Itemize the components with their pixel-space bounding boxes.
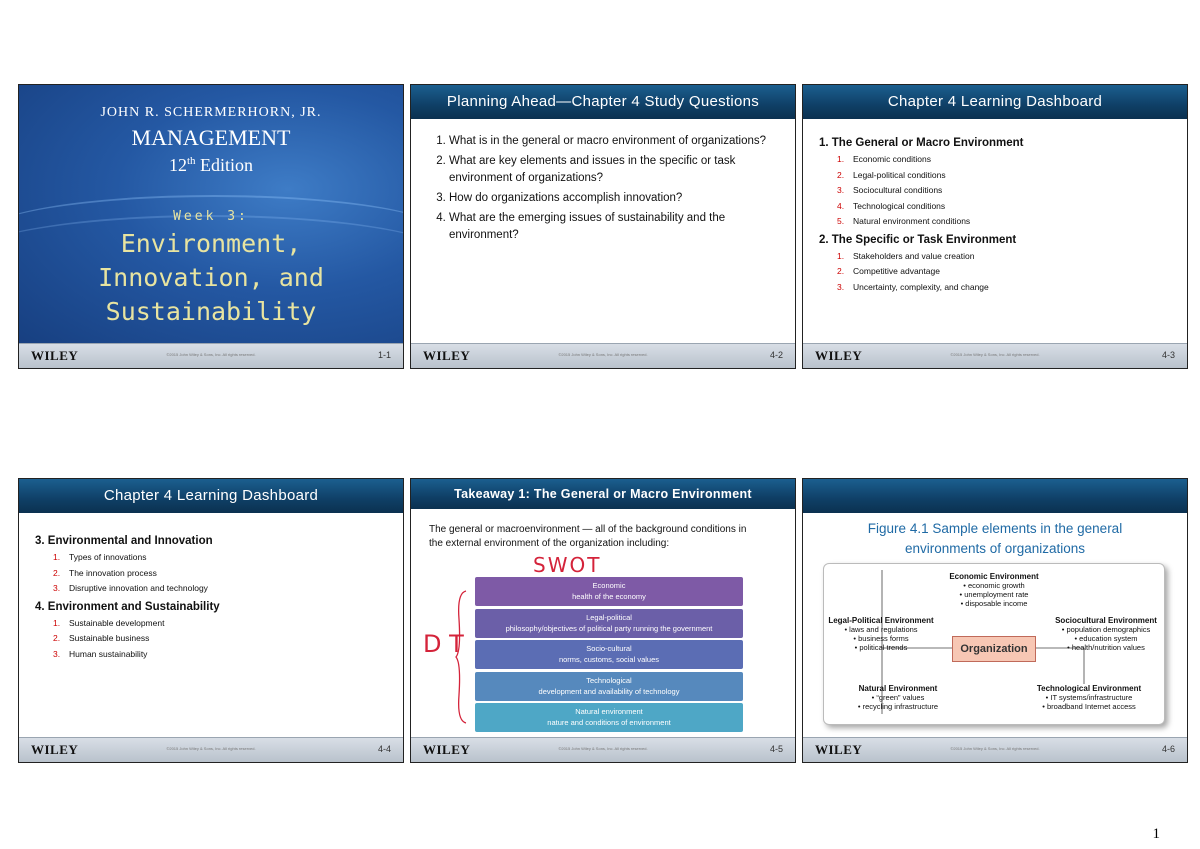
- environment-band: [475, 640, 743, 669]
- wiley-logo: WILEY: [815, 742, 863, 757]
- wiley-logo: WILEY: [31, 348, 79, 363]
- natural-environment: Natural Environment • “green” values • recycling infrastructure: [857, 684, 939, 711]
- wiley-logo: WILEY: [815, 348, 863, 363]
- band-name: Legal-political: [586, 612, 632, 622]
- edition: 12th Edition: [168, 155, 254, 175]
- wiley-logo: WILEY: [423, 742, 471, 757]
- list-item: 5. Natural environment conditions: [837, 216, 971, 226]
- band-description: philosophy/objectives of political party running the government: [505, 623, 713, 633]
- list-item: 3. Sociocultural conditions: [837, 185, 943, 195]
- handwritten-dt: D T: [423, 630, 464, 658]
- slide-number: 4-3: [1161, 350, 1175, 360]
- economic-environment: Economic Environment • economic growth • unemployment rate • disposable income: [949, 572, 1039, 608]
- band-description: nature and conditions of environment: [547, 718, 671, 727]
- slide-footer: [411, 737, 795, 762]
- band-description: health of the economy: [572, 592, 646, 601]
- slide-1: [18, 84, 404, 369]
- list-item: 4. Technological conditions: [837, 200, 946, 211]
- slide-5: [410, 478, 796, 763]
- figure-title: Figure 4.1 Sample elements in the general environments of organizations: [867, 521, 1123, 556]
- environment-band: [475, 577, 743, 606]
- slide-footer: [19, 737, 403, 762]
- book-title: MANAGEMENT: [131, 125, 291, 150]
- list-item: 1. Economic conditions: [837, 154, 931, 164]
- slide-6: [802, 478, 1188, 763]
- slide-footer: [803, 343, 1187, 368]
- slide-title: Takeaway 1: The General or Macro Environment: [411, 479, 795, 509]
- intro-text: The general or macroenvironment — all of the background conditions in the external environment of the organization including:: [429, 524, 747, 549]
- environment-figure: [823, 563, 1165, 725]
- lecture-subtitle: Environment, Innovation, and Sustainability: [98, 229, 324, 326]
- legal-political-environment: Legal-Political Environment • laws and regulations • business forms • political trends: [828, 616, 934, 652]
- slide-number: 4-5: [769, 744, 783, 754]
- environment-band: [475, 672, 743, 701]
- band-description: norms, customs, social values: [558, 655, 660, 664]
- section-heading: 4. Environment and Sustainability: [35, 600, 220, 613]
- title-background: [19, 85, 403, 346]
- list-item: 2. Sustainable business: [53, 633, 150, 643]
- slide-title: Chapter 4 Learning Dashboard: [19, 479, 403, 513]
- list-item: 3. How do organizations accomplish innovation?: [449, 190, 769, 207]
- list-item: 2. Legal-political conditions: [837, 169, 946, 180]
- copyright: ©2015 John Wiley & Sons, Inc. All rights reserved.: [166, 746, 256, 751]
- dashboard-list: [35, 535, 385, 666]
- sheet-page-number: 1: [1152, 826, 1160, 842]
- slide-header-bar: [803, 479, 1187, 513]
- list-item: 3. Disruptive innovation and technology: [53, 583, 208, 593]
- slide-4: [18, 478, 404, 763]
- section-heading: 1. The General or Macro Environment: [819, 137, 1024, 149]
- organization-box: Organization: [952, 636, 1036, 662]
- environment-band: [475, 703, 743, 732]
- section-heading: 3. Environmental and Innovation: [35, 535, 213, 547]
- slide-footer: [803, 737, 1187, 762]
- study-questions: [431, 133, 769, 247]
- list-item: 1. Types of innovations: [53, 552, 147, 562]
- list-item: 2. Competitive advantage: [837, 266, 940, 276]
- list-item: 1. Stakeholders and value creation: [837, 250, 975, 261]
- slide-footer: [19, 343, 403, 368]
- copyright: ©2015 John Wiley & Sons, Inc. All rights reserved.: [558, 746, 648, 751]
- slide-footer: [411, 343, 795, 368]
- copyright: ©2015 John Wiley & Sons, Inc. All rights reserved.: [558, 352, 648, 357]
- band-name: Natural environment: [575, 707, 643, 716]
- author-name: JOHN R. SCHERMERHORN, JR.: [100, 105, 322, 120]
- wiley-logo: WILEY: [423, 348, 471, 363]
- slide-number: 4-4: [377, 744, 391, 754]
- list-item: 1. What is in the general or macro environment of organizations?: [449, 133, 769, 150]
- slide-number: 4-6: [1161, 744, 1175, 754]
- band-name: Socio-cultural: [586, 644, 632, 653]
- technological-environment: Technological Environment • IT systems/infrastructure • broadband Internet access: [1036, 684, 1142, 711]
- environment-band: [475, 609, 743, 638]
- slide-3: [802, 84, 1188, 369]
- list-item: 2. The innovation process: [53, 567, 157, 578]
- slide-number: 1-1: [377, 350, 391, 360]
- list-item: 4. What are the emerging issues of sustainability and the environment?: [449, 210, 769, 244]
- sociocultural-environment: Sociocultural Environment • population demographics • education system • health/nutrition values: [1055, 616, 1157, 652]
- week-label: Week 3:: [173, 209, 249, 224]
- list-item: 1. Sustainable development: [53, 617, 165, 628]
- slide-title: Chapter 4 Learning Dashboard: [803, 85, 1187, 119]
- copyright: ©2015 John Wiley & Sons, Inc. All rights reserved.: [950, 352, 1040, 357]
- band-description: development and availability of technology: [538, 686, 680, 696]
- handwritten-swot: SWOT: [533, 553, 602, 577]
- list-item: 2. What are key elements and issues in the specific or task environment of organizations?: [449, 153, 769, 187]
- wiley-logo: WILEY: [31, 742, 79, 757]
- copyright: ©2015 John Wiley & Sons, Inc. All rights reserved.: [950, 746, 1040, 751]
- band-name: Economic: [592, 581, 626, 590]
- list-item: 3. Human sustainability: [53, 648, 148, 659]
- slide-number: 4-2: [769, 350, 783, 360]
- slide-title: Planning Ahead—Chapter 4 Study Questions: [411, 85, 795, 119]
- slide-2: [410, 84, 796, 369]
- section-heading: 2. The Specific or Task Environment: [819, 233, 1017, 246]
- band-name: Technological: [586, 675, 632, 685]
- dashboard-list: [819, 137, 1169, 299]
- copyright: ©2015 John Wiley & Sons, Inc. All rights reserved.: [166, 352, 256, 357]
- list-item: 3. Uncertainty, complexity, and change: [837, 281, 989, 292]
